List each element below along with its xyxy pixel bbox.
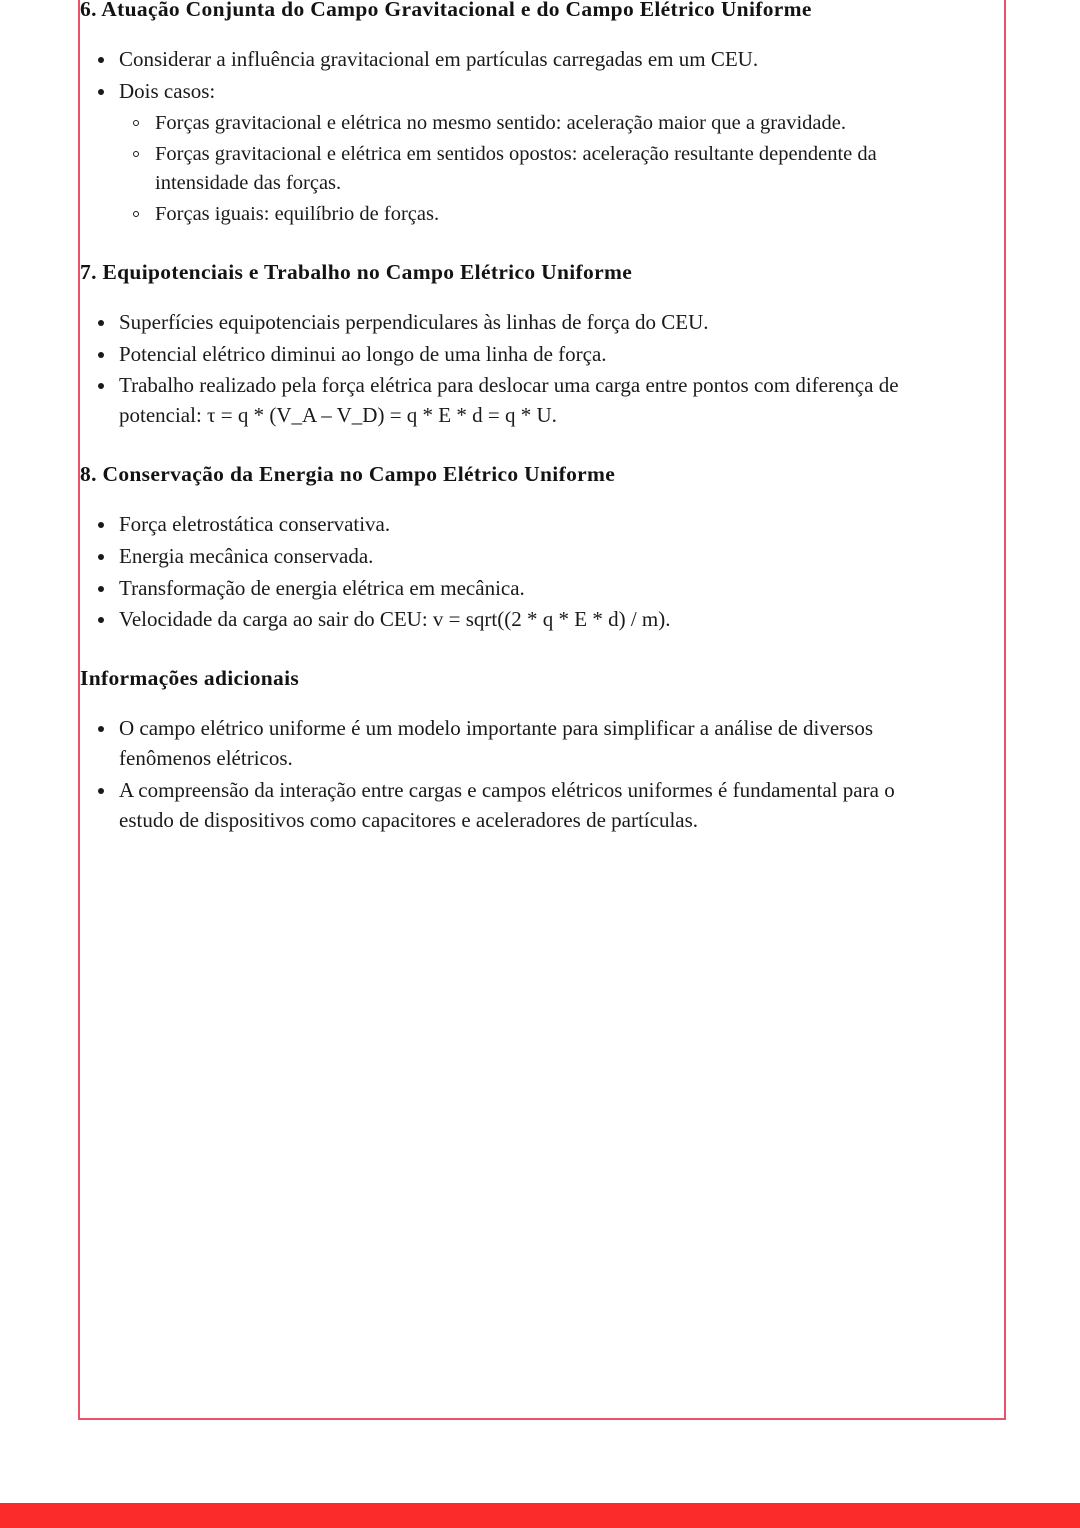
section-6-sub-bullet-list: [80, 109, 954, 229]
sub-list-item-text: Forças gravitacional e elétrica em sentidos opostos: aceleração resultante dependente da intensidade das forças.: [155, 142, 877, 194]
bottom-accent-band: [0, 1503, 1080, 1528]
section-8-bullet-list: [80, 510, 954, 635]
list-item: [80, 510, 954, 540]
list-item-text: Força eletrostática conservativa.: [119, 511, 391, 536]
document-content: [80, 0, 954, 835]
list-item-text: Transformação de energia elétrica em mecânica.: [119, 575, 525, 600]
list-item: [80, 574, 954, 604]
section-8-heading: 8. Conservação da Energia no Campo Elétrico Uniforme: [80, 462, 616, 487]
section-8: [80, 461, 954, 635]
list-item: [80, 45, 954, 75]
section-additional-info-heading: Informações adicionais: [80, 666, 300, 691]
section-additional-info-bullet-list: [80, 714, 954, 835]
list-item-text: Trabalho realizado pela força elétrica para deslocar uma carga entre pontos com diferença de potencial: τ = q * (V_A – V_D) = q * E * d = q * U.: [119, 373, 899, 428]
sub-list-item: [119, 200, 954, 229]
section-additional-info: [80, 665, 954, 835]
list-item-text: A compreensão da interação entre cargas e campos elétricos uniformes é fundamental para o estudo de dispositivos como capacitores e aceleradores de partículas.: [119, 777, 895, 832]
sub-list-item-text: Forças gravitacional e elétrica no mesmo sentido: aceleração maior que a gravidade.: [155, 111, 846, 134]
list-item: [80, 308, 954, 338]
list-item: [80, 542, 954, 572]
list-item-text: Superfícies equipotenciais perpendiculares às linhas de força do CEU.: [119, 309, 709, 334]
list-item-text: Energia mecânica conservada.: [119, 543, 374, 568]
list-item-text: Considerar a influência gravitacional em partículas carregadas em um CEU.: [119, 46, 759, 71]
section-6-heading: 6. Atuação Conjunta do Campo Gravitacional e do Campo Elétrico Uniforme: [80, 0, 812, 21]
list-item-text: O campo elétrico uniforme é um modelo importante para simplificar a análise de diversos fenômenos elétricos.: [119, 716, 873, 770]
list-item: [80, 605, 954, 635]
list-item-text: Potencial elétrico diminui ao longo de uma linha de força.: [119, 341, 607, 366]
sub-list-item: [119, 140, 954, 198]
list-item-text: Dois casos:: [119, 78, 216, 103]
list-item: [80, 371, 954, 431]
section-6: [80, 0, 954, 229]
list-item: [80, 776, 954, 836]
section-6-bullet-list: [80, 45, 954, 107]
list-item: [80, 77, 954, 107]
sub-list-item: [119, 109, 954, 138]
sub-list-item-text: Forças iguais: equilíbrio de forças.: [155, 202, 440, 225]
section-7-heading: 7. Equipotenciais e Trabalho no Campo Elétrico Uniforme: [80, 259, 633, 284]
section-7-bullet-list: [80, 308, 954, 431]
list-item: [80, 714, 954, 774]
list-item: [80, 340, 954, 370]
list-item-text: Velocidade da carga ao sair do CEU: v = sqrt((2 * q * E * d) / m).: [119, 607, 671, 632]
page-frame: [78, 0, 1006, 1420]
section-7: [80, 259, 954, 431]
